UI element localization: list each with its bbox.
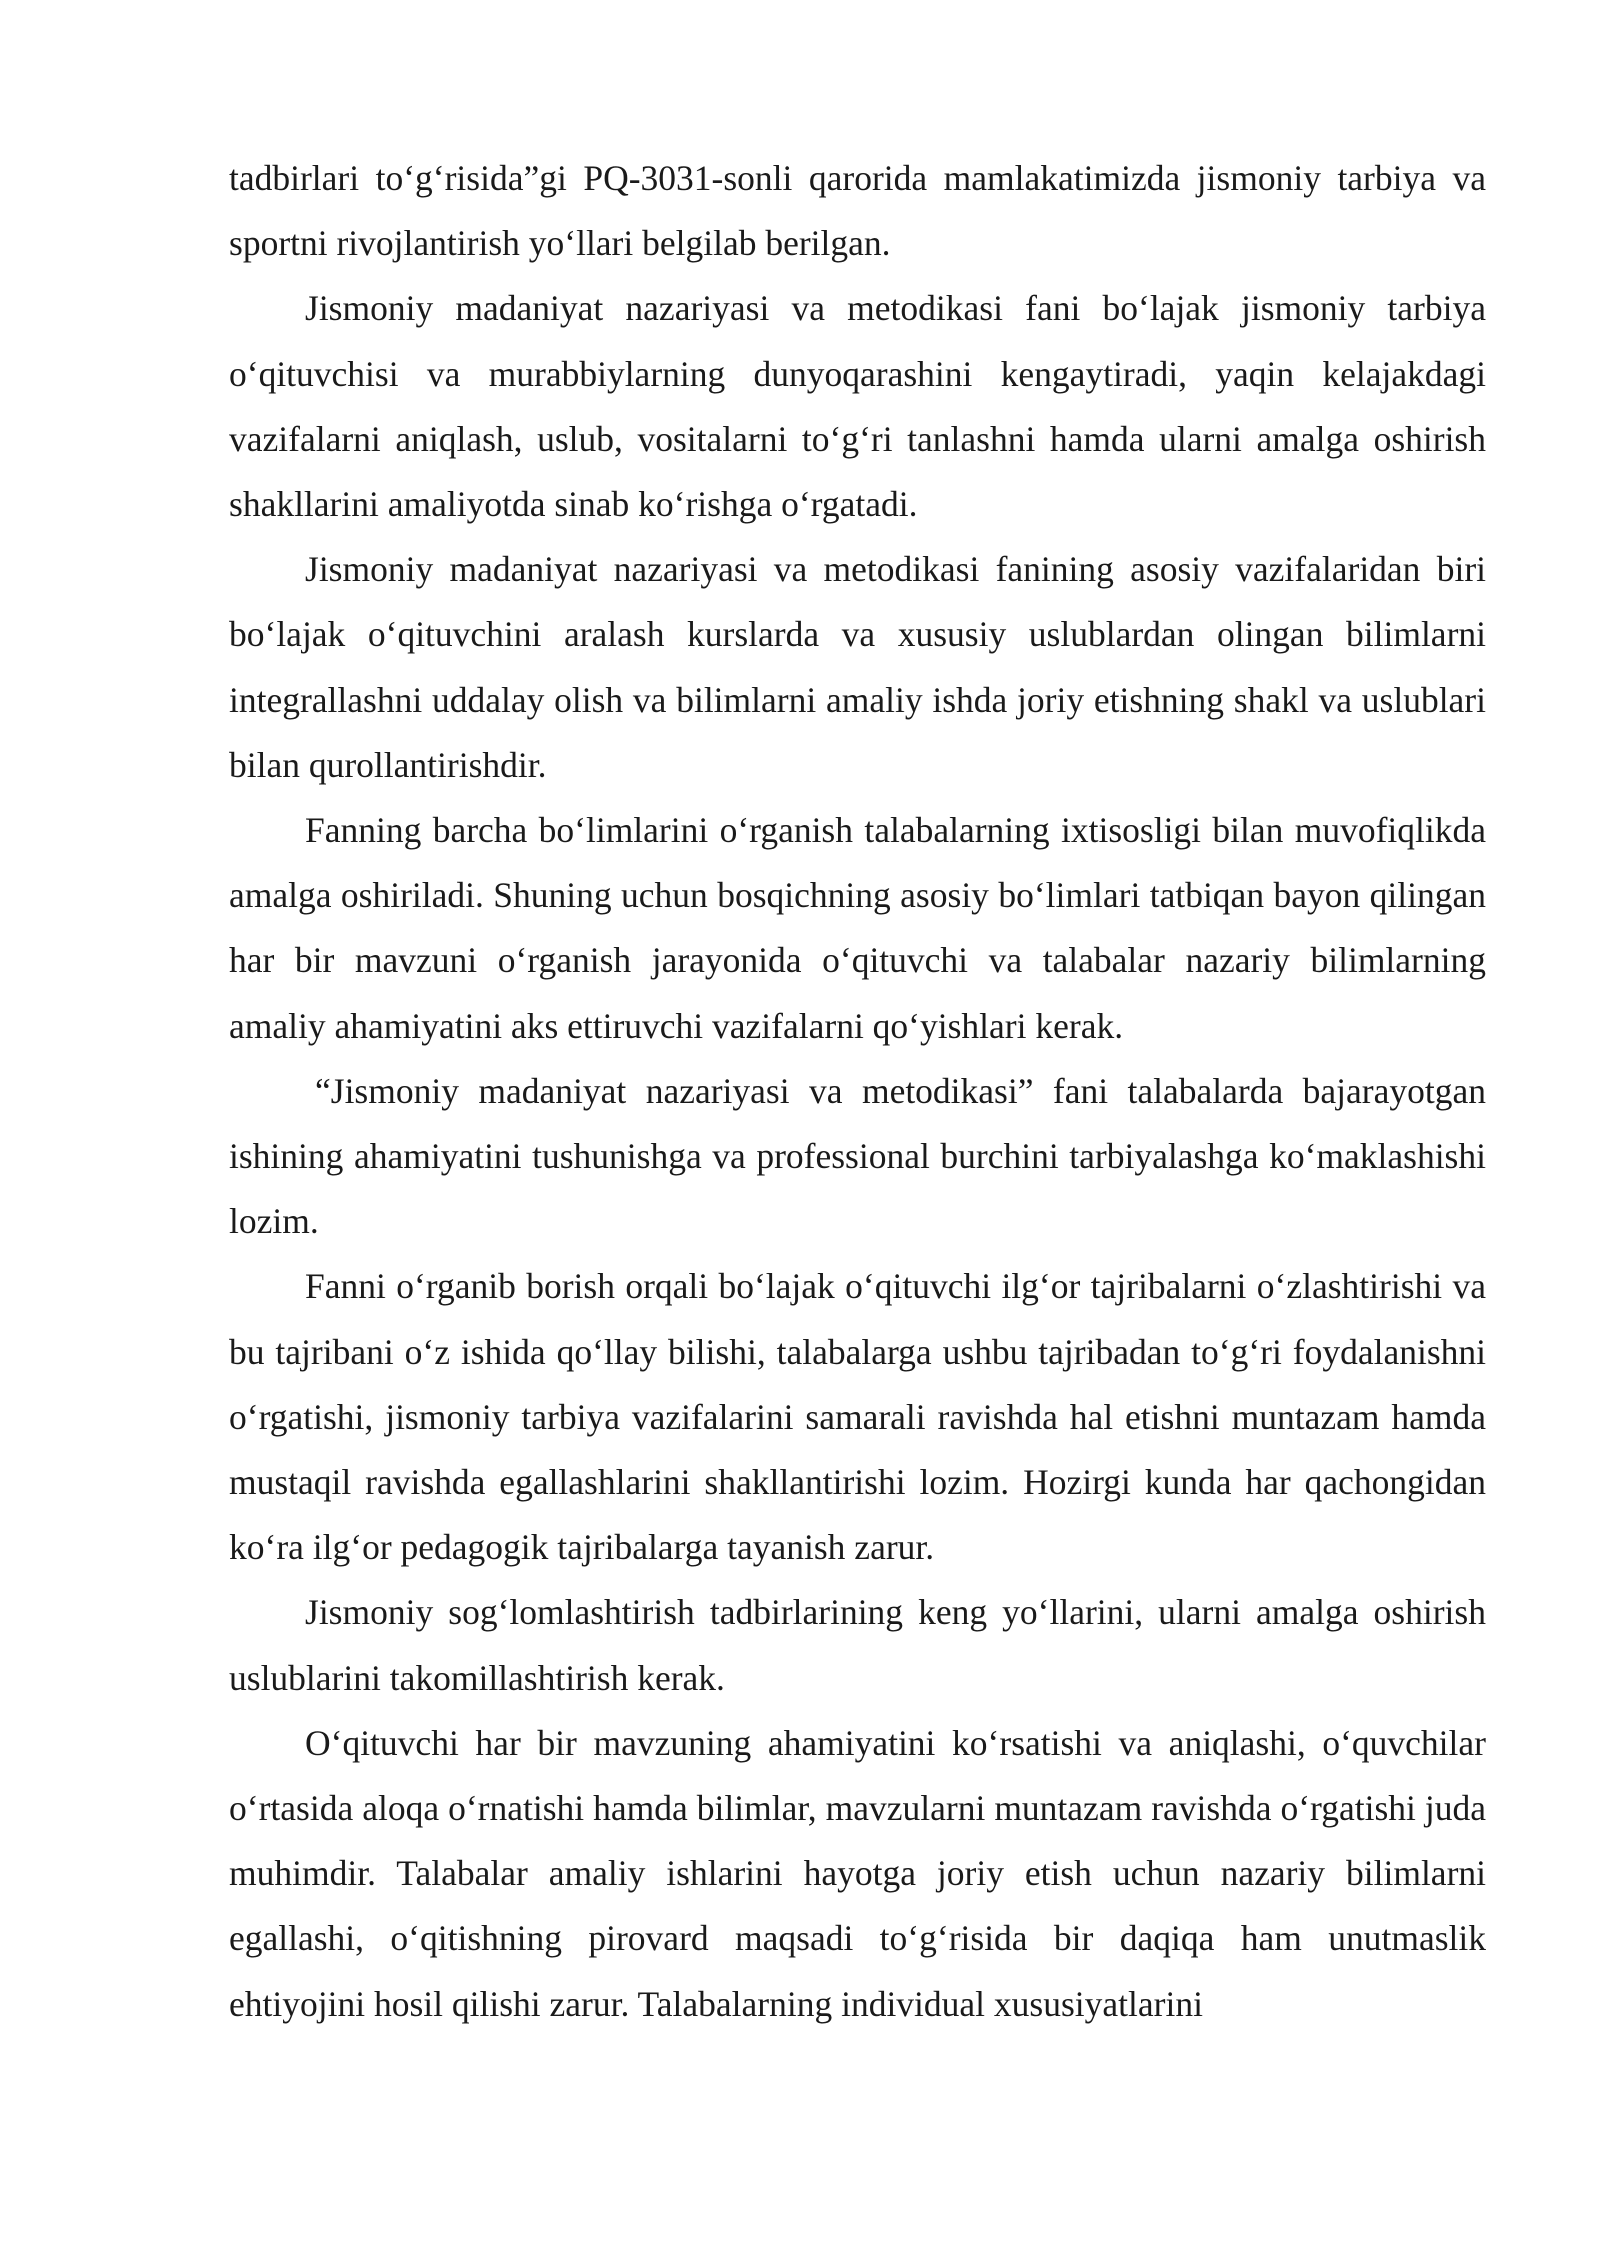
paragraph-continues-next-page: O‘qituvchi har bir mavzuning ahamiyatini ko‘rsatishi va aniqlashi, o‘quvchilar o‘rtasida aloqa o‘rnatishi hamda bilimlar, mavzularni muntazam ravishda o‘rgatishi juda muhimdir. Talabalar amaliy ishlarini hayotga joriy etish uchun nazariy bilimlarni egallashi, o‘qitishning pirovard maqsadi to‘g‘risida bir daqiqa ham unutmaslik ehtiyojini hosil qilishi zarur. Talabalarning individual xususiyatlarini xyxy=(229,1722,1486,2024)
paragraph: Jismoniy madaniyat nazariyasi va metodikasi fanining asosiy vazifalaridan biri bo‘lajak o‘qituvchini aralash kurslarda va xususiy uslublardan olingan bilimlarni integrallashni uddalay olish va bilimlarni amaliy ishda joriy etishning shakl va uslublari bilan qurollantirishdir. xyxy=(229,549,1486,785)
paragraph-continuation: tadbirlari to‘g‘risida”gi PQ-3031-sonli qarorida mamlakatimizda jismoniy tarbiya va sportni rivojlantirish yo‘llari belgilab berilgan. xyxy=(229,158,1486,264)
document-body xyxy=(229,146,1486,2037)
paragraph-quoted-title: “Jismoniy madaniyat nazariyasi va metodikasi” fani talabalarda bajarayotgan ishining ahamiyatini tushunishga va professional burchini tarbiyalashga ko‘maklashishi lozim. xyxy=(229,1070,1486,1242)
paragraph: Jismoniy madaniyat nazariyasi va metodikasi fani bo‘lajak jismoniy tarbiya o‘qituvchisi va murabbiylarning dunyoqarashini kengaytiradi, yaqin kelajakdagi vazifalarni aniqlash, uslub, vositalarni to‘g‘ri tanlashni hamda ularni amalga oshirish shakllarini amaliyotda sinab ko‘rishga o‘rgatadi. xyxy=(229,288,1486,525)
paragraph: Jismoniy sog‘lomlashtirish tadbirlarining keng yo‘llarini, ularni amalga oshirish uslublarini takomillashtirish kerak. xyxy=(229,1592,1486,1698)
paragraph: Fanning barcha bo‘limlarini o‘rganish talabalarning ixtisosligi bilan muvofiqlikda amalga oshiriladi. Shuning uchun bosqichning asosiy bo‘limlari tatbiqan bayon qilingan har bir mavzuni o‘rganish jarayonida o‘qituvchi va talabalar nazariy bilimlarning amaliy ahamiyatini aks ettiruvchi vazifalarni qo‘yishlari kerak. xyxy=(229,810,1486,1046)
paragraph: Fanni o‘rganib borish orqali bo‘lajak o‘qituvchi ilg‘or tajribalarni o‘zlashtirishi va bu tajribani o‘z ishida qo‘llay bilishi, talabalarga ushbu tajribadan to‘g‘ri foydalanishni o‘rgatishi, jismoniy tarbiya vazifalarini samarali ravishda hal etishni muntazam hamda mustaqil ravishda egallashlarini shakllantirishi lozim. Hozirgi kunda har qachongidan ko‘ra ilg‘or pedagogik tajribalarga tayanish zarur. xyxy=(229,1266,1486,1568)
